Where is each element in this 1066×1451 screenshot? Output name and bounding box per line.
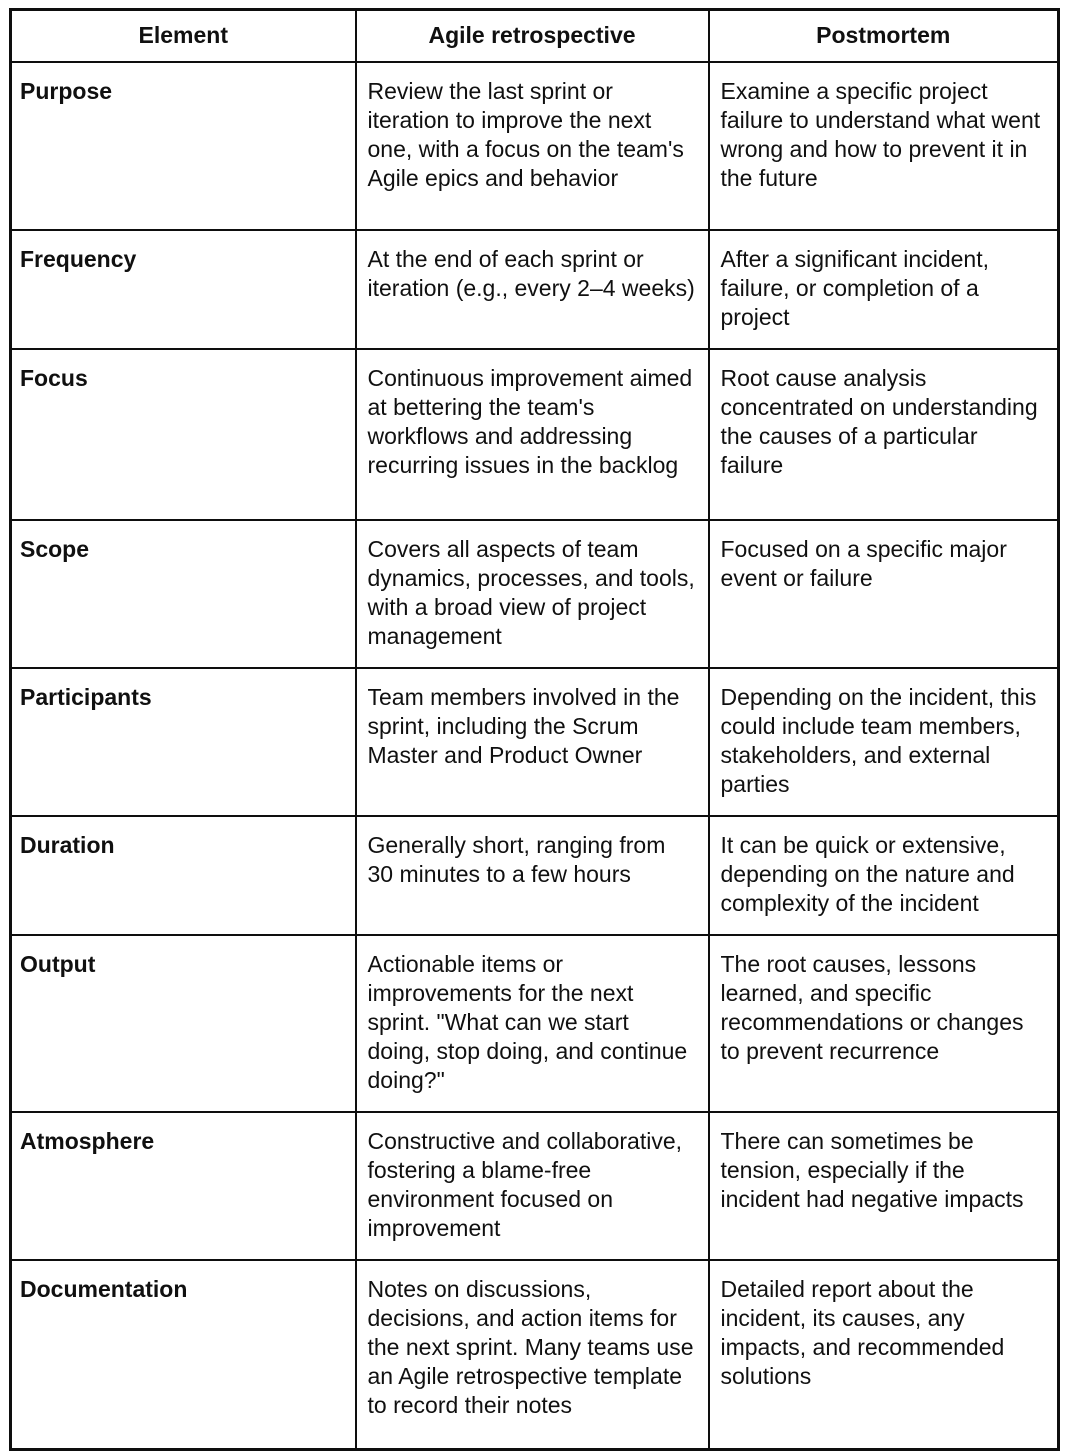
postmortem-cell: It can be quick or extensive, depending on the nature and complexity of the incident [709,816,1059,935]
agile-cell: Notes on discussions, decisions, and action items for the next sprint. Many teams use an Agile retrospective template to record their notes [356,1260,709,1450]
comparison-table [9,8,1060,1451]
agile-cell: At the end of each sprint or iteration (e.g., every 2–4 weeks) [356,230,709,349]
row-label: Frequency [11,230,356,349]
table-row-purpose [11,62,1059,230]
column-header-postmortem: Postmortem [709,10,1059,62]
postmortem-cell: Root cause analysis concentrated on understanding the causes of a particular failure [709,349,1059,520]
table-row-duration [11,816,1059,935]
row-label: Duration [11,816,356,935]
agile-cell: Generally short, ranging from 30 minutes to a few hours [356,816,709,935]
row-label: Output [11,935,356,1112]
table-row-focus [11,349,1059,520]
row-label: Purpose [11,62,356,230]
table-row-atmosphere [11,1112,1059,1260]
postmortem-cell: There can sometimes be tension, especially if the incident had negative impacts [709,1112,1059,1260]
table-row-frequency [11,230,1059,349]
row-label: Participants [11,668,356,816]
row-label: Focus [11,349,356,520]
postmortem-cell: Detailed report about the incident, its causes, any impacts, and recommended solutions [709,1260,1059,1450]
agile-cell: Review the last sprint or iteration to improve the next one, with a focus on the team's Agile epics and behavior [356,62,709,230]
table-row-documentation [11,1260,1059,1450]
agile-cell: Actionable items or improvements for the next sprint. "What can we start doing, stop doing, and continue doing?" [356,935,709,1112]
table-row-output [11,935,1059,1112]
table-row-scope [11,520,1059,668]
column-header-agile-retrospective: Agile retrospective [356,10,709,62]
row-label: Documentation [11,1260,356,1450]
row-label: Scope [11,520,356,668]
postmortem-cell: Focused on a specific major event or failure [709,520,1059,668]
header-row [11,10,1059,62]
postmortem-cell: The root causes, lessons learned, and specific recommendations or changes to prevent recurrence [709,935,1059,1112]
postmortem-cell: Examine a specific project failure to understand what went wrong and how to prevent it in the future [709,62,1059,230]
agile-cell: Constructive and collaborative, fostering a blame-free environment focused on improvement [356,1112,709,1260]
row-label: Atmosphere [11,1112,356,1260]
agile-cell: Covers all aspects of team dynamics, processes, and tools, with a broad view of project management [356,520,709,668]
postmortem-cell: Depending on the incident, this could include team members, stakeholders, and external parties [709,668,1059,816]
column-header-element: Element [11,10,356,62]
postmortem-cell: After a significant incident, failure, or completion of a project [709,230,1059,349]
agile-cell: Continuous improvement aimed at bettering the team's workflows and addressing recurring issues in the backlog [356,349,709,520]
table-row-participants [11,668,1059,816]
agile-cell: Team members involved in the sprint, including the Scrum Master and Product Owner [356,668,709,816]
